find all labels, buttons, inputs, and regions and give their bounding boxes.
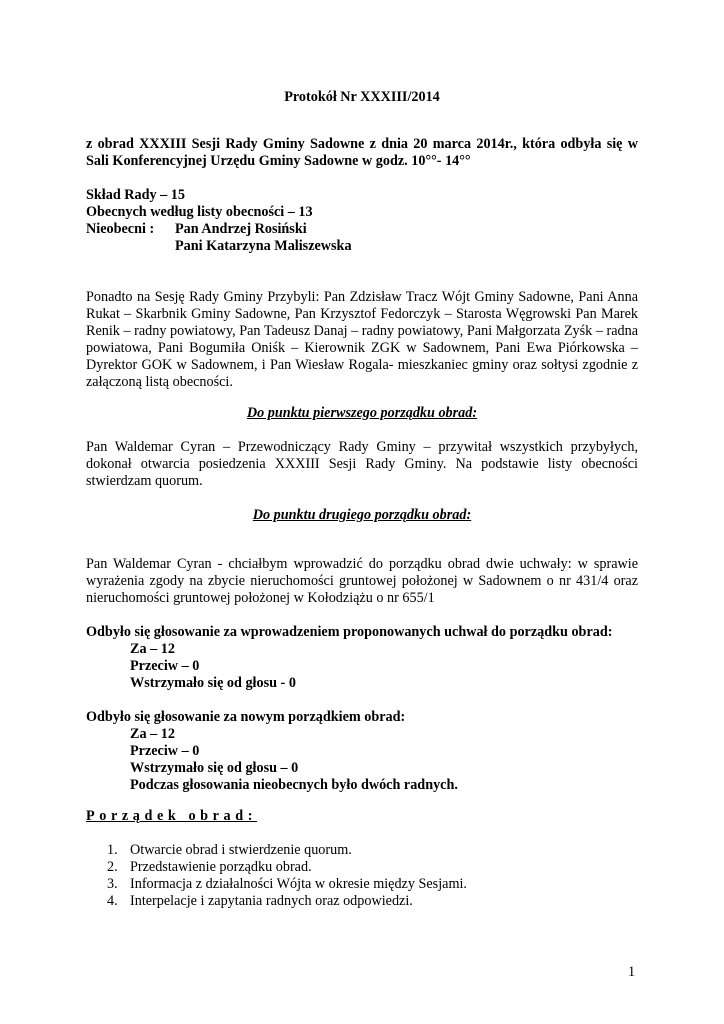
intro-paragraph: z obrad XXXIII Sesji Rady Gminy Sadowne z dnia 20 marca 2014r., która odbyła się w Sali Konferencyjnej Urzędu Gminy Sadowne w godz. 10°°- 14°° (86, 136, 638, 169)
agenda-item-number: 1. (107, 842, 118, 858)
agenda-list (107, 842, 637, 910)
agenda-item-number: 4. (107, 893, 118, 909)
agenda-item-text: Informacja z działalności Wójta w okresie między Sesjami. (130, 876, 467, 892)
agenda-item-number: 2. (107, 859, 118, 875)
section-1-text: Pan Waldemar Cyran – Przewodniczący Rady Gminy – przywitał wszystkich przybyłych, dokonał otwarcia posiedzenia XXXIII Sesji Rady Gminy. Na podstawie listy obecności stwierdzam quorum. (86, 439, 638, 489)
vote-2-za: Za – 12 (130, 726, 175, 742)
vote-2-heading: Odbyło się głosowanie za nowym porządkiem obrad: (86, 709, 406, 725)
absent-person-1: Pan Andrzej Rosiński (175, 221, 307, 237)
agenda-item (107, 876, 637, 893)
absent-label: Nieobecni : (86, 221, 155, 237)
vote-2-wstrzymalo: Wstrzymało się od głosu – 0 (130, 760, 299, 776)
vote-2-przeciw: Przeciw – 0 (130, 743, 200, 759)
agenda-heading: Porządek obrad: (86, 808, 258, 824)
document-title: Protokół Nr XXXIII/2014 (284, 89, 440, 105)
agenda-item (107, 859, 637, 876)
agenda-item-text: Interpelacje i zapytania radnych oraz odpowiedzi. (130, 893, 413, 909)
agenda-item-text: Przedstawienie porządku obrad. (130, 859, 312, 875)
section-2-text: Pan Waldemar Cyran - chciałbym wprowadzić do porządku obrad dwie uchwały: w sprawie wyrażenia zgody na zbycie nieruchomości gruntowej położonej w Sadownem o nr 431/4 oraz nieruchomości gruntowej położonej w Kołodziążu o nr 655/1 (86, 556, 638, 606)
absent-person-2: Pani Katarzyna Maliszewska (175, 238, 352, 254)
section-2-heading: Do punktu drugiego porządku obrad: (252, 507, 472, 523)
present-count: Obecnych według listy obecności – 13 (86, 204, 313, 220)
council-composition: Skład Rady – 15 (86, 187, 185, 203)
agenda-item-text: Otwarcie obrad i stwierdzenie quorum. (130, 842, 352, 858)
page-number: 1 (628, 964, 636, 980)
vote-1-za: Za – 12 (130, 641, 175, 657)
vote-2-note: Podczas głosowania nieobecnych było dwóch radnych. (130, 777, 458, 793)
attendees-paragraph: Ponadto na Sesję Rady Gminy Przybyli: Pan Zdzisław Tracz Wójt Gminy Sadowne, Pani Anna Rukat – Skarbnik Gminy Sadowne, Pan Krzysztof Fedorczyk – Starosta Węgrowski Pan Marek Renik – radny powiatowy, Pan Tadeusz Danaj – radny powiatowy, Pani Małgorzata Zyśk – radna powiatowa, Pani Bogumiła Oniśk – Kierownik ZGK w Sadownem, Pani Ewa Piórkowska – Dyrektor GOK w Sadownem, i Pan Wiesław Rogala- mieszkaniec gminy oraz sołtysi zgodnie z załączoną listą obecności. (86, 289, 638, 390)
agenda-item (107, 842, 637, 859)
vote-1-przeciw: Przeciw – 0 (130, 658, 200, 674)
agenda-item-number: 3. (107, 876, 118, 892)
vote-1-heading: Odbyło się głosowanie za wprowadzeniem proponowanych uchwał do porządku obrad: (86, 624, 613, 640)
section-1-heading: Do punktu pierwszego porządku obrad: (246, 405, 478, 421)
agenda-item (107, 893, 637, 910)
vote-1-wstrzymalo: Wstrzymało się od głosu - 0 (130, 675, 296, 691)
